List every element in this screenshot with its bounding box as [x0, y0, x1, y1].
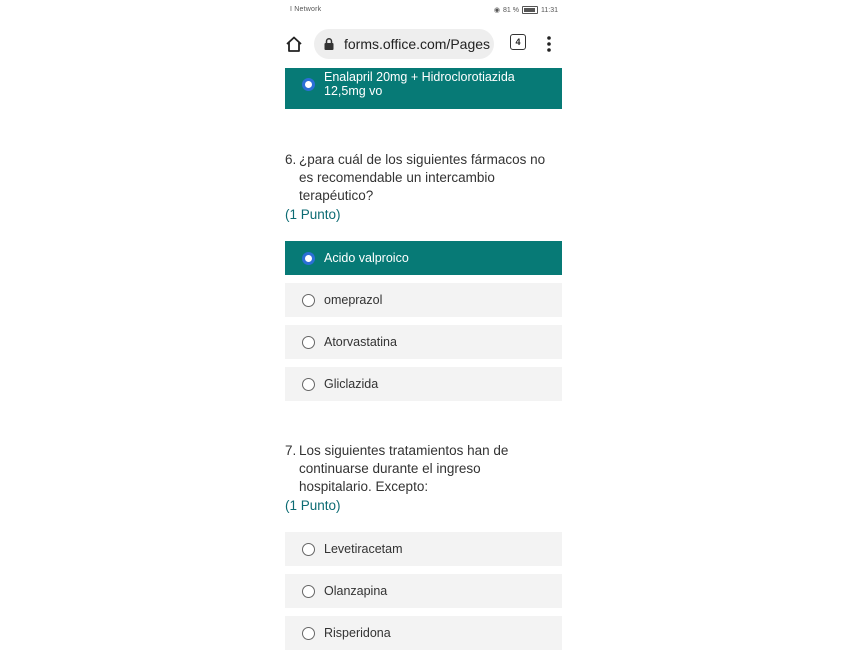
answer-option-selected[interactable]	[285, 241, 562, 275]
home-icon[interactable]	[285, 35, 303, 53]
answer-option[interactable]	[285, 325, 562, 359]
answer-option[interactable]	[285, 367, 562, 401]
radio-button[interactable]	[302, 252, 315, 265]
option-label: Levetiracetam	[324, 542, 403, 556]
radio-button[interactable]	[302, 543, 315, 556]
question-points: (1 Punto)	[285, 207, 341, 222]
answer-option[interactable]	[285, 532, 562, 566]
clock: 11:31	[541, 6, 558, 14]
carrier-label: I Network	[290, 6, 322, 13]
radio-button[interactable]	[302, 336, 315, 349]
question-6	[285, 151, 555, 205]
radio-button[interactable]	[302, 294, 315, 307]
question-7	[285, 442, 555, 496]
status-right	[494, 6, 558, 14]
answer-option[interactable]	[285, 616, 562, 650]
signal-icon: ◉	[493, 7, 501, 14]
option-label: Atorvastatina	[324, 335, 397, 349]
browser-toolbar	[284, 26, 564, 62]
lock-icon	[322, 37, 336, 51]
radio-button[interactable]	[302, 78, 315, 91]
option-label: Olanzapina	[324, 584, 388, 598]
question-text: ¿para cuál de los siguientes fármacos no es recomendable un intercambio terapéutico?	[299, 152, 546, 203]
phone-screen	[284, 0, 564, 655]
radio-button[interactable]	[302, 585, 315, 598]
battery-icon	[522, 6, 538, 14]
status-bar	[284, 4, 564, 18]
question-text: Los siguientes tratamientos han de continuarse durante el ingreso hospitalario. Excepto:	[299, 443, 509, 494]
battery-percent: 81 %	[503, 6, 519, 14]
question-number: 6.	[285, 152, 297, 167]
question-number: 7.	[285, 443, 297, 458]
overflow-menu-icon[interactable]	[542, 35, 556, 55]
option-label: Enalapril 20mg + Hidroclorotiazida 12,5mg vo	[324, 70, 515, 98]
answer-option[interactable]	[285, 283, 562, 317]
option-label: Risperidona	[324, 626, 391, 640]
option-label: Gliclazida	[324, 377, 379, 391]
radio-button[interactable]	[302, 378, 315, 391]
option-label: omeprazol	[324, 293, 383, 307]
address-bar[interactable]	[314, 29, 494, 59]
answer-option[interactable]	[285, 574, 562, 608]
url-text: forms.office.com/Pages	[344, 36, 491, 52]
option-label: Acido valproico	[324, 251, 409, 265]
radio-button[interactable]	[302, 627, 315, 640]
question-points: (1 Punto)	[285, 498, 341, 513]
answer-option-selected[interactable]	[285, 68, 562, 109]
tabs-icon[interactable]: 4	[510, 34, 526, 50]
